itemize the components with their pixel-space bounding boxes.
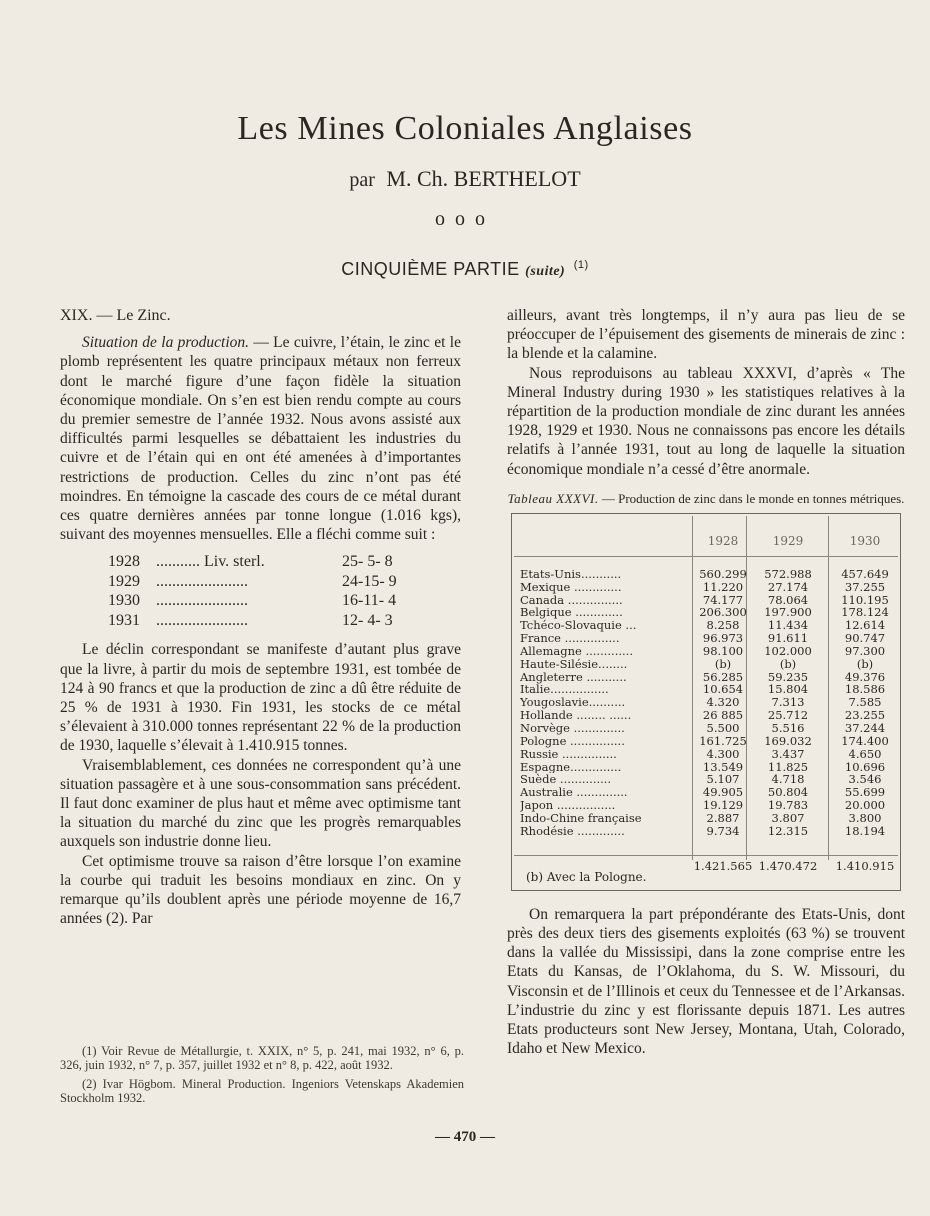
table-country-cell: Russie ............... bbox=[520, 747, 617, 761]
table-value-cell: 9.734 bbox=[706, 823, 740, 838]
table-country-cell: Yougoslavie.......... bbox=[520, 696, 626, 710]
table-value-cell: 10.654 bbox=[702, 682, 744, 697]
table-value-cell: 5.516 bbox=[771, 721, 805, 736]
footnote-1: (1) Voir Revue de Métallurgie, t. XXIX, n° 5, p. 241, mai 1932, n° 6, p. 326, juin 1932, n° 7, p. 357, juillet 1932 et n° 8, p. 422, août 1932. bbox=[60, 1044, 464, 1072]
part-suite: (suite) bbox=[525, 264, 566, 279]
paragraph-4: Cet optimisme trouve sa raison d’être lorsque l’on examine la courbe qui traduit les besoins mondiaux en zinc. On y remarque qu’ils doublent après une période moyenne de 16,7 années (2). Par bbox=[60, 852, 461, 928]
table-value-cell: 12.315 bbox=[767, 823, 809, 838]
table-value-cell: 2.887 bbox=[706, 810, 740, 825]
table-value-cell: 560.299 bbox=[699, 566, 747, 581]
table-country-cell: France ............... bbox=[520, 632, 620, 645]
table-value-cell: 11.220 bbox=[702, 579, 744, 594]
table-header-rule bbox=[514, 556, 898, 557]
table-value-cell: 55.699 bbox=[844, 785, 886, 800]
table-value-cell: 18.586 bbox=[844, 682, 886, 697]
paragraph-3: Vraisemblablement, ces données ne correspondent qu’à une situation passagère et à une sous-consommation sans précédent. Il faut donc examiner de plus haut et même avec optimisme tant la situation du marché du zinc que les progrès remarquables auxquels son industrie donne lieu. bbox=[60, 756, 461, 851]
table-value-cell: 161.725 bbox=[699, 733, 747, 748]
table-country-cell: Suède .............. bbox=[520, 773, 612, 787]
part-heading bbox=[0, 259, 930, 280]
table-country-cell: Pologne ............... bbox=[520, 734, 625, 748]
table-value-cell: 74.177 bbox=[702, 592, 744, 607]
price-row bbox=[108, 572, 461, 592]
table-year-header: 1928 bbox=[707, 533, 739, 548]
table-country-cell: Allemagne ............. bbox=[520, 644, 633, 658]
table-value-cell: 102.000 bbox=[764, 643, 812, 658]
table-value-cell: 56.285 bbox=[702, 669, 744, 684]
footnotes bbox=[60, 1044, 464, 1110]
table-total-cell: 1.410.915 bbox=[835, 858, 895, 873]
table-country-cell: Espagne.............. bbox=[520, 760, 622, 774]
price-year: 1931 bbox=[108, 611, 140, 629]
table-value-cell: 7.313 bbox=[771, 695, 805, 710]
table-value-cell: 11.825 bbox=[767, 759, 809, 774]
price-value: 25- 5- 8 bbox=[342, 553, 393, 571]
table-country-cell: Italie................ bbox=[520, 683, 609, 697]
table-total-cell: 1.421.565 bbox=[693, 858, 753, 873]
table-value-cell: 91.611 bbox=[767, 631, 809, 646]
table-value-cell: 3.546 bbox=[848, 772, 882, 787]
table-country-cell: Etats-Unis........... bbox=[520, 567, 622, 581]
table-value-cell: 3.807 bbox=[771, 810, 805, 825]
author-line bbox=[0, 166, 930, 192]
table-country-cell: Norvège .............. bbox=[520, 722, 625, 735]
table-value-cell: 5.107 bbox=[706, 772, 740, 787]
price-year: 1928 bbox=[108, 553, 140, 571]
table-value-cell: 49.905 bbox=[702, 785, 744, 800]
table-value-cell: 10.696 bbox=[844, 759, 886, 774]
table-total-rule bbox=[514, 855, 898, 856]
table-value-cell: 4.320 bbox=[706, 695, 740, 710]
table-value-cell: 8.258 bbox=[706, 618, 740, 633]
table-value-cell: 59.235 bbox=[767, 669, 809, 684]
table-value-cell: 169.032 bbox=[764, 733, 812, 748]
table-country-cell: Haute-Silésie........ bbox=[520, 657, 628, 671]
table-divider bbox=[828, 516, 829, 860]
table-value-cell: 96.973 bbox=[702, 631, 744, 646]
table-country-cell: Tchéco-Slovaquie ... bbox=[520, 619, 637, 633]
table-caption-label: Tableau XXXVI. bbox=[507, 490, 599, 506]
price-year: 1929 bbox=[108, 572, 140, 590]
table-value-cell: 27.174 bbox=[767, 579, 809, 594]
table-value-cell: 572.988 bbox=[764, 566, 812, 581]
table-value-cell: 37.255 bbox=[844, 579, 886, 594]
table-value-cell: 98.100 bbox=[702, 643, 744, 658]
paragraph-1-text: — Le cuivre, l’étain, le zinc et le plomb représentent les quatre principaux métaux non ferreux dont le marché figure d’une façon fidèle la situation économique mondiale. On s’en est bien rendu compte au cours du premier semestre de l’année 1932. Nous avons assisté aux difficultés parmi lesquelles se débattaient les industries du cuivre et de l’étain qui en ont été amenées à d’importantes restrictions de production. Celles du zinc n’ont pas été moindres. En témoigne la cascade des cours de ce métal durant ces quatre dernières années par tonne longue (1.016 kgs), suivant des moyennes mensuelles. Elle a fléchi comme suit : bbox=[60, 334, 461, 544]
table-value-cell: 49.376 bbox=[844, 669, 886, 684]
table-value-cell: (b) bbox=[856, 656, 874, 671]
table-value-cell: 178.124 bbox=[841, 605, 889, 620]
table-value-cell: 3.437 bbox=[771, 746, 805, 761]
table-value-cell: 5.500 bbox=[706, 721, 740, 736]
paragraph-r3: On remarquera la part prépondérante des Etats-Unis, dont près des deux tiers des gisements exploités (63 %) se trouvent dans la vallée du Mississipi, dans la zone comprise entre les Etats du Kansas, de l’Oklahoma, du S. W. Missouri, du Visconsin et de l’Illinois et ceux du Tennessee et de l’Arkansas. L’industrie du zinc y est florissante depuis 1871. Les autres Etats producteurs sont New Jersey, Montana, Utah, Colorado, Idaho et New Mexico. bbox=[507, 905, 905, 1058]
table-caption-text: — Production de zinc dans le monde en tonnes métriques. bbox=[598, 490, 905, 506]
table-value-cell: 174.400 bbox=[841, 733, 889, 748]
table-country-cell: Hollande ........ ...... bbox=[520, 709, 632, 723]
paragraph-r2: Nous reproduisons au tableau XXXVI, d’après « The Mineral Industry during 1930 » les statistiques relatives à la répartition de la production mondiale de zinc durant les années 1928, 1929 et 1930. Nous ne connaissons pas encore les détails relatifs à l’année 1931, tout au long de laquelle la situation économique mondiale n’a cessé d’être anormale. bbox=[507, 364, 905, 478]
footnote-2: (2) Ivar Högbom. Mineral Production. Ingeniors Vetenskaps Akademien Stockholm 1932. bbox=[60, 1077, 464, 1105]
table-value-cell: 4.718 bbox=[771, 772, 805, 787]
table-value-cell: 15.804 bbox=[767, 682, 809, 697]
table-value-cell: 18.194 bbox=[844, 823, 886, 838]
price-value: 12- 4- 3 bbox=[342, 611, 393, 629]
part-title: CINQUIÈME PARTIE bbox=[341, 259, 520, 279]
table-country-cell: Japon ................ bbox=[520, 799, 616, 813]
table-year-header: 1929 bbox=[772, 533, 804, 548]
price-list bbox=[108, 552, 461, 630]
table-total-cell: 1.470.472 bbox=[758, 858, 818, 873]
table-value-cell: 23.255 bbox=[844, 708, 886, 723]
table-note: (b) Avec la Pologne. bbox=[526, 869, 647, 884]
table-country-cell: Belgique ............. bbox=[520, 606, 623, 620]
price-leader: ....................... bbox=[156, 592, 248, 610]
table-value-cell: 110.195 bbox=[841, 592, 889, 607]
table-value-cell: 97.300 bbox=[844, 643, 886, 658]
table-value-cell: 26 885 bbox=[702, 708, 744, 723]
table-value-cell: 4.300 bbox=[706, 746, 740, 761]
price-row bbox=[108, 611, 461, 631]
table-caption bbox=[507, 491, 905, 507]
table-value-cell: 78.064 bbox=[767, 592, 809, 607]
table-country-cell: Indo-Chine française bbox=[520, 811, 642, 825]
table-value-cell: 206.300 bbox=[699, 605, 747, 620]
article-title: Les Mines Coloniales Anglaises bbox=[237, 110, 693, 147]
table-value-cell: 50.804 bbox=[767, 785, 809, 800]
paragraph-r1: ailleurs, avant très longtemps, il n’y aura pas lieu de se préoccuper de l’épuisement des gisements de minerais de zinc : la blende et la calamine. bbox=[507, 307, 905, 363]
price-row bbox=[108, 591, 461, 611]
price-leader: ........... Liv. sterl. bbox=[156, 553, 265, 571]
ornament: ooo bbox=[435, 208, 495, 230]
author-prefix: par bbox=[349, 169, 375, 191]
table-country-cell: Canada ............... bbox=[520, 593, 623, 607]
price-value: 16-11- 4 bbox=[342, 592, 397, 610]
production-table bbox=[511, 513, 901, 891]
left-column bbox=[60, 306, 461, 928]
table-country-cell: Australie .............. bbox=[520, 786, 628, 800]
table-value-cell: 19.783 bbox=[767, 798, 809, 813]
table-value-cell: 7.585 bbox=[848, 695, 882, 710]
part-note-ref: (1) bbox=[573, 259, 589, 271]
table-value-cell: 13.549 bbox=[702, 759, 744, 774]
table-value-cell: 20.000 bbox=[844, 798, 886, 813]
section-title: XIX. — Le Zinc. bbox=[60, 307, 171, 324]
table-year-header: 1930 bbox=[849, 533, 881, 548]
table-country-cell: Angleterre ........... bbox=[520, 670, 627, 684]
page-number: — 470 — bbox=[435, 1129, 495, 1145]
table-value-cell: 12.614 bbox=[844, 618, 886, 633]
right-column bbox=[507, 306, 905, 1058]
table-country-cell: Rhodésie ............. bbox=[520, 824, 625, 838]
table-value-cell: 90.747 bbox=[844, 631, 886, 646]
table-value-cell: 3.800 bbox=[848, 810, 882, 825]
table-country-cell: Mexique ............. bbox=[520, 580, 622, 594]
table-value-cell: 11.434 bbox=[767, 618, 809, 633]
price-year: 1930 bbox=[108, 592, 140, 610]
table-value-cell: 457.649 bbox=[841, 566, 889, 581]
table-value-cell: 19.129 bbox=[702, 798, 744, 813]
paragraph-1 bbox=[60, 333, 461, 544]
paragraph-lead: Situation de la production. bbox=[82, 334, 249, 352]
table-value-cell: (b) bbox=[779, 656, 797, 671]
table-value-cell: (b) bbox=[714, 656, 732, 671]
table-value-cell: 197.900 bbox=[764, 605, 812, 620]
table-value-cell: 37.244 bbox=[844, 721, 886, 736]
price-value: 24-15- 9 bbox=[342, 572, 397, 590]
author-name: M. Ch. BERTHELOT bbox=[386, 166, 581, 191]
price-leader: ....................... bbox=[156, 572, 248, 590]
table-value-cell: 25.712 bbox=[767, 708, 809, 723]
table-value-cell: 4.650 bbox=[848, 746, 882, 761]
price-leader: ....................... bbox=[156, 611, 248, 629]
price-row bbox=[108, 552, 461, 572]
paragraph-2: Le déclin correspondant se manifeste d’autant plus grave que la livre, à partir du mois de septembre 1931, est tombée de 124 à 90 francs et que la production de zinc a dû être réduite de 25 % de 1931 à 1930. Fin 1931, les stocks de ce métal s’élevaient à 310.000 tonnes représentant 22 % de la production de 1930, laquelle s’élevait à 1.410.915 tonnes. bbox=[60, 641, 461, 755]
